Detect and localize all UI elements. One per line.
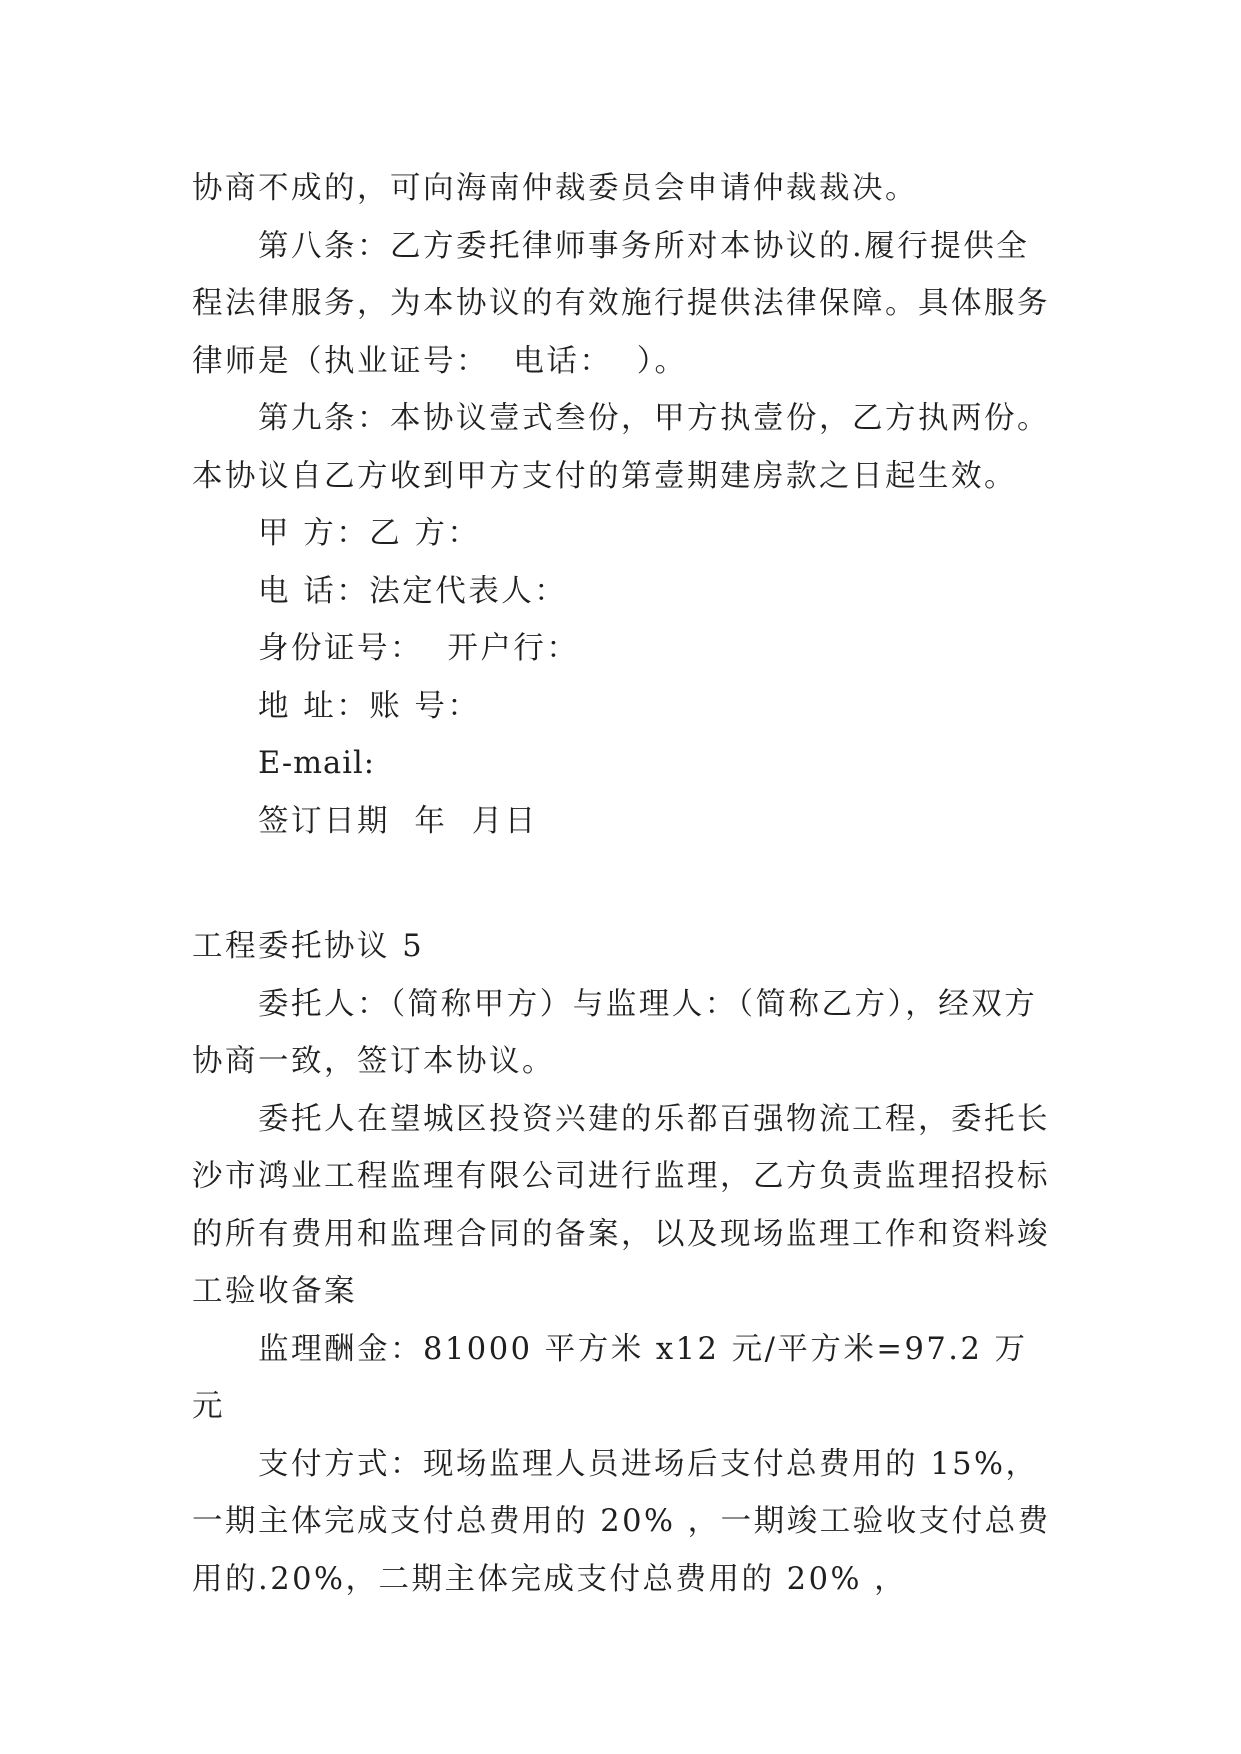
scope-paragraph: 委托人在望城区投资兴建的乐都百强物流工程，委托长沙市鸿业工程监理有限公司进行监理，乙方负责监理招投标的所有费用和监理合同的备案，以及现场监理工作和资料竣工验收备案 xyxy=(192,1101,1050,1309)
article-8-paragraph: 第八条：乙方委托律师事务所对本协议的.履行提供全程法律服务，为本协议的有效施行提供法律保障。具体服务律师是（执业证号： 电话： ）。 xyxy=(192,228,1050,379)
email-line: E-mail: xyxy=(258,746,376,781)
article-9-paragraph: 第九条：本协议壹式叁份，甲方执壹份，乙方执两份。本协议自乙方收到甲方支付的第壹期建房款之日起生效。 xyxy=(192,401,1050,494)
address-line: 地 址：账 号： xyxy=(258,688,481,724)
section-title: 工程委托协议 5 xyxy=(192,929,425,964)
fee-paragraph: 监理酬金：81000 平方米 x12 元/平方米=97.2 万元 xyxy=(192,1331,1028,1424)
signing-date-line: 签订日期 年 月日 xyxy=(258,803,538,839)
document-page xyxy=(192,160,1057,1608)
arbitration-paragraph: 协商不成的，可向海南仲裁委员会申请仲裁裁决。 xyxy=(192,171,918,206)
intro-paragraph: 委托人：（简称甲方）与监理人：（简称乙方），经双方协商一致，签订本协议。 xyxy=(192,986,1038,1079)
phone-line: 电 话：法定代表人： xyxy=(258,573,568,609)
id-line: 身份证号： 开户行： xyxy=(258,631,580,666)
party-line: 甲 方：乙 方： xyxy=(258,516,481,551)
signature-block xyxy=(192,505,1057,850)
payment-paragraph: 支付方式：现场监理人员进场后支付总费用的 15%，一期主体完成支付总费用的 20% ，一期竣工验收支付总费用的.20%，二期主体完成支付总费用的 20% ， xyxy=(192,1446,1051,1597)
